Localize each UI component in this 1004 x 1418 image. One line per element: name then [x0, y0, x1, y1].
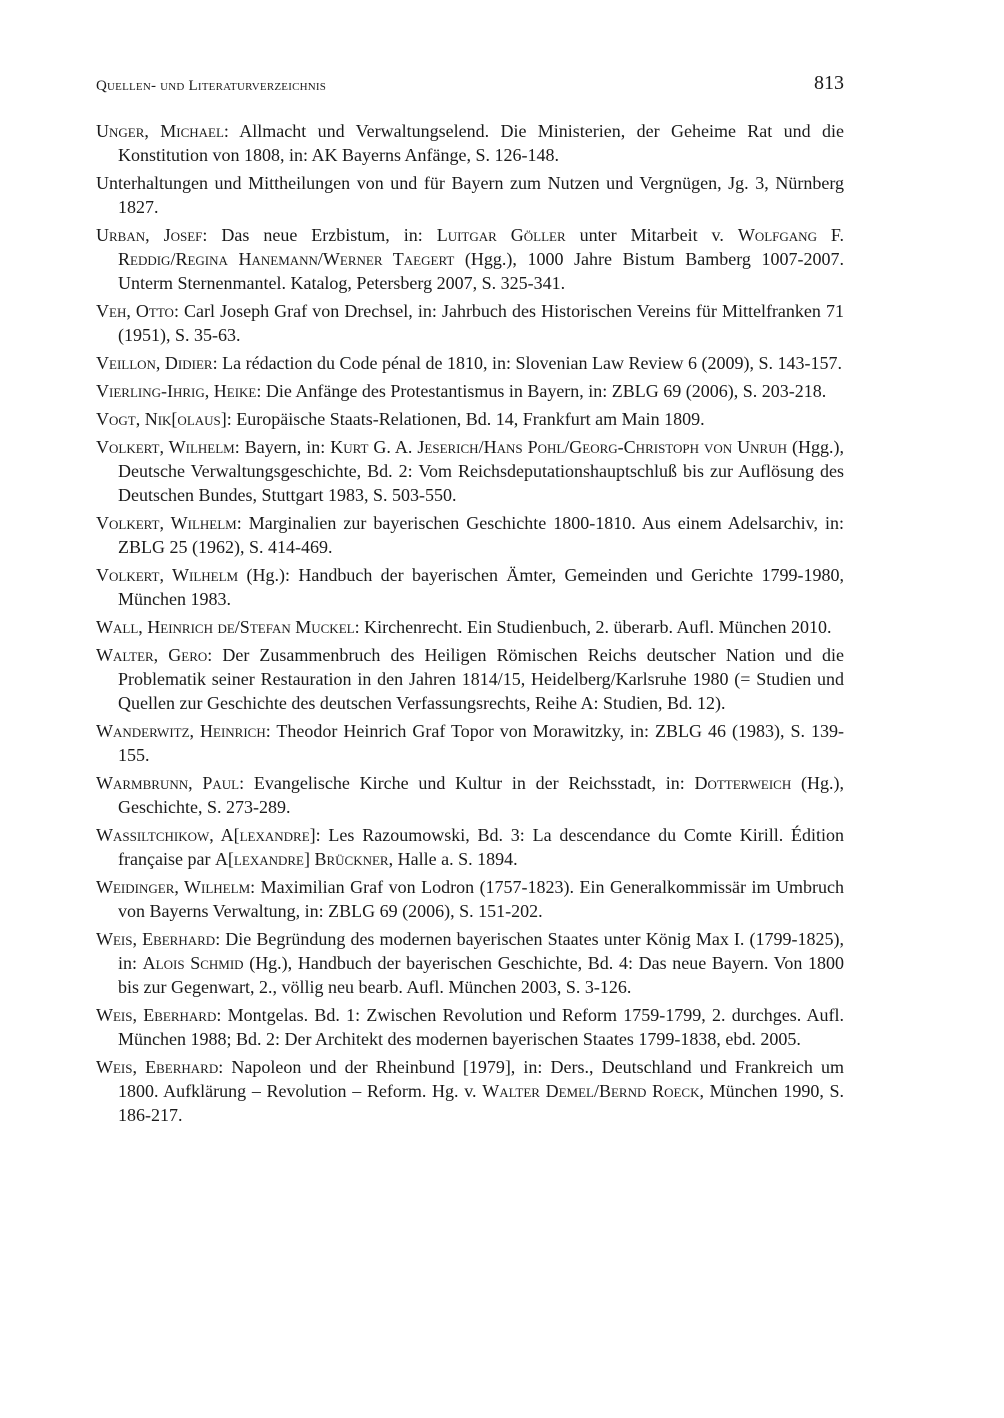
entry-text: : Der Zusammenbruch des Heiligen Römischen Reichs deutscher Nation und die Problematik seiner Restauration in den Jahren 1814/15, Heidelberg/Karlsruhe 1980 (= Studien und Quellen zur Geschichte des deutschen Verfassungsrechts, Reihe A: Studien, Bd. 12).	[118, 645, 844, 713]
author-name: Weis, Eberhard	[96, 1057, 219, 1077]
bibliography-entry	[96, 643, 844, 715]
entry-text: , München 1990, S. 186-217.	[118, 1081, 845, 1125]
entry-text: Unterhaltungen und Mittheilungen von und für Bayern zum Nutzen und Vergnügen, Jg. 3, Nürnberg 1827.	[96, 173, 844, 217]
entry-text: : Evangelische Kirche und Kultur in der Reichsstadt, in:	[239, 773, 695, 793]
bibliography-entry	[96, 1003, 844, 1051]
author-name: Vogt, Nik[olaus]	[96, 409, 227, 429]
author-name: Unger, Michael	[96, 121, 224, 141]
bibliography-entry	[96, 771, 844, 819]
page-number: 813	[814, 72, 844, 94]
entry-text: (Hg.), Geschichte, S. 273-289.	[118, 773, 844, 817]
author-name: Wolfgang F. Reddig/Regina Hanemann/Werner Taegert	[118, 225, 845, 269]
author-name: Warmbrunn, Paul	[96, 773, 240, 793]
entry-text: (Hg.): Handbuch der bayerischen Ämter, Gemeinden und Gerichte 1799-1980, München 1983.	[118, 565, 844, 609]
bibliography-entry	[96, 823, 844, 871]
entry-text: : La rédaction du Code pénal de 1810, in: Slovenian Law Review 6 (2009), S. 143-157.	[212, 353, 842, 373]
author-name: Vierling-Ihrig, Heike	[96, 381, 257, 401]
entry-text: (Hg.), Handbuch der bayerischen Geschichte, Bd. 4: Das neue Bayern. Von 1800 bis zur Gegenwart, 2., völlig neu bearb. Aufl. München 2003, S. 3-126.	[118, 953, 844, 997]
bibliography-entry	[96, 719, 844, 767]
entry-text: , Halle a. S. 1894.	[388, 849, 518, 869]
entry-text: : Marginalien zur bayerischen Geschichte 1800-1810. Aus einem Adelsarchiv, in: ZBLG 25 (1962), S. 414-469.	[118, 513, 844, 557]
author-name: Wanderwitz, Heinrich	[96, 721, 266, 741]
author-name: Veillon, Didier	[96, 353, 213, 373]
entry-text: : Europäische Staats-Relationen, Bd. 14, Frankfurt am Main 1809.	[226, 409, 705, 429]
bibliography-entry	[96, 1055, 844, 1127]
entry-text: : Napoleon und der Rheinbund [1979], in: Ders., Deutschland und Frankreich um 1800. Aufklärung – Revolution – Reform. Hg. v.	[118, 1057, 844, 1101]
bibliography-entry	[96, 379, 844, 403]
entry-text: : Bayern, in:	[234, 437, 331, 457]
entry-text: : Theodor Heinrich Graf Topor von Morawitzky, in: ZBLG 46 (1983), S. 139-155.	[118, 721, 845, 765]
author-name: Weidinger, Wilhelm	[96, 877, 251, 897]
bibliography-entry	[96, 615, 844, 639]
entry-text: : Allmacht und Verwaltungselend. Die Ministerien, der Geheime Rat und die Konstitution von 1808, in: AK Bayerns Anfänge, S. 126-148.	[118, 121, 844, 165]
entry-text: : Kirchenrecht. Ein Studienbuch, 2. überarb. Aufl. München 2010.	[354, 617, 832, 637]
author-name: Alois Schmid	[142, 953, 244, 973]
entry-text: unter Mitarbeit v.	[565, 225, 738, 245]
entry-text: : Maximilian Graf von Lodron (1757-1823). Ein Generalkommissär im Umbruch von Bayerns Verwaltung, in: ZBLG 69 (2006), S. 151-202.	[118, 877, 844, 921]
entry-text: (Hgg.), Deutsche Verwaltungsgeschichte, Bd. 2: Vom Reichsdeputationshauptschluß bis zur Auflösung des Deutschen Bundes, Stuttgart 1983, S. 503-550.	[118, 437, 844, 505]
entry-text: : Montgelas. Bd. 1: Zwischen Revolution und Reform 1759-1799, 2. durchges. Aufl. München 1988; Bd. 2: Der Architekt des modernen bayerischen Staates 1799-1838, ebd. 2005.	[118, 1005, 844, 1049]
author-name: Kurt G. A. Jeserich/Hans Pohl/Georg-Christoph von Unruh	[330, 437, 787, 457]
author-name: Wassiltchikow, A[lexandre]	[96, 825, 316, 845]
entry-text: : Die Begründung des modernen bayerischen Staates unter König Max I. (1799-1825), in:	[118, 929, 844, 973]
author-name: Weis, Eberhard	[96, 929, 216, 949]
author-name: Dotterweich	[694, 773, 792, 793]
bibliography-entry	[96, 875, 844, 923]
bibliography-entry	[96, 563, 844, 611]
bibliography-entry	[96, 223, 844, 295]
author-name: Luitgar Göller	[436, 225, 566, 245]
author-name: Veh, Otto	[96, 301, 174, 321]
bibliography-entry	[96, 351, 844, 375]
bibliography-list	[96, 119, 844, 1131]
entry-text: : Carl Joseph Graf von Drechsel, in: Jahrbuch des Historischen Vereins für Mittelfranken 71 (1951), S. 35-63.	[118, 301, 844, 345]
entry-text: : Les Razoumowski, Bd. 3: La descendance du Comte Kirill. Édition française par	[118, 825, 844, 869]
author-name: Walter Demel/Bernd Roeck	[482, 1081, 700, 1101]
author-name: Weis, Eberhard	[96, 1005, 217, 1025]
author-name: Walter, Gero	[96, 645, 208, 665]
author-name: Volkert, Wilhelm	[96, 437, 235, 457]
bibliography-entry	[96, 927, 844, 999]
author-name: Volkert, Wilhelm	[96, 513, 237, 533]
author-name: Wall, Heinrich de/Stefan Muckel	[96, 617, 355, 637]
running-head: Quellen- und Literaturverzeichnis	[96, 78, 327, 94]
bibliography-entry	[96, 171, 844, 219]
bibliography-entry	[96, 407, 844, 431]
author-name: Volkert, Wilhelm	[96, 565, 239, 585]
author-name: Urban, Josef	[96, 225, 203, 245]
entry-text: : Das neue Erzbistum, in:	[202, 225, 437, 245]
entry-text: : Die Anfänge des Protestantismus in Bayern, in: ZBLG 69 (2006), S. 203-218.	[256, 381, 827, 401]
bibliography-entry	[96, 119, 844, 167]
page-header	[96, 72, 844, 102]
bibliography-entry	[96, 435, 844, 507]
author-name: A[lexandre] Brückner	[214, 849, 389, 869]
bibliography-entry	[96, 299, 844, 347]
entry-text: (Hgg.), 1000 Jahre Bistum Bamberg 1007-2007. Unterm Sternenmantel. Katalog, Petersberg 2007, S. 325-341.	[118, 249, 844, 293]
bibliography-entry	[96, 511, 844, 559]
